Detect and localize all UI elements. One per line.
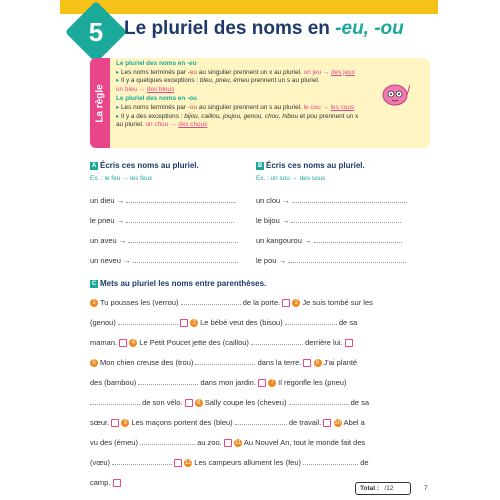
checkbox[interactable] (180, 319, 188, 327)
rule-content (116, 60, 376, 130)
answer-field[interactable] (289, 400, 349, 405)
rule-tab-label-wrap (90, 58, 110, 148)
exercise-a-title: A Écris ces noms au pluriel. (91, 161, 199, 170)
rule-eu-line2: ▸ Il y a quelques exceptions : bleu, pneu, émeu prennent un s au pluriel. (116, 77, 320, 85)
checkbox[interactable] (224, 439, 232, 447)
checkbox[interactable] (185, 399, 193, 407)
checkbox[interactable] (303, 359, 311, 367)
answer-field[interactable] (251, 340, 303, 345)
exercise-c-line: camp. (90, 478, 415, 487)
answer-field[interactable] (128, 238, 238, 243)
title-main: Le pluriel des noms en (124, 18, 336, 39)
answer-field[interactable] (314, 238, 402, 243)
checkbox[interactable] (323, 419, 331, 427)
answer-field[interactable] (90, 400, 140, 405)
exercise-c-line: maman. 4 Le Petit Poucet jette des (caillou) derrière lui. (90, 338, 415, 347)
answer-field[interactable] (235, 420, 287, 425)
total-score-box: Total : /12 (355, 482, 411, 495)
exercise-c-line: de son vélo. 8 Sally coupe les (cheveu) de sa (90, 398, 415, 407)
exercise-a-item: un aveu → (90, 236, 238, 245)
rule-ou-heading: Le pluriel des noms en -ou (116, 95, 197, 103)
rule-ou-line3: au pluriel. un chou → des choux (116, 121, 208, 129)
answer-field[interactable] (126, 218, 234, 223)
exercise-c-title: C Mets au pluriel les noms entre parenthèses. (91, 279, 267, 288)
rule-ou-line1: ▸ Les noms terminés par -ou au singulier prennent un s au pluriel. le cou → les cous (116, 103, 355, 111)
answer-field[interactable] (288, 258, 406, 263)
answer-field[interactable] (195, 360, 255, 365)
checkbox[interactable] (113, 479, 121, 487)
checkbox[interactable] (345, 339, 353, 347)
exercise-b-title: B Écris ces noms au pluriel. (257, 161, 365, 170)
exercise-c-line: sœur. 9 Les maçons portent des (bleu) de travail. 10 Abel a (90, 418, 365, 427)
rule-eu-line1: ▸ Les noms terminés par -eu au singulier prennent un x au pluriel. un jeu → des jeux (116, 68, 355, 76)
exercise-a-example: Ex. : le feu → les feux (90, 175, 153, 182)
exercise-c-line: (genou) 3 Le bébé veut des (bisou) de sa (90, 318, 358, 327)
answer-field[interactable] (285, 320, 337, 325)
answer-field[interactable] (112, 460, 172, 465)
answer-field[interactable] (181, 300, 241, 305)
exercise-b-item: le bijou → (256, 216, 401, 225)
exercise-c-line: vu des (émeu) au zoo. 11 Au Nouvel An, tout le monde fait des (90, 438, 366, 447)
checkbox[interactable] (119, 339, 127, 347)
answer-field[interactable] (140, 440, 195, 445)
exercise-c-line: 1 Tu pousses les (verrou) de la porte. 2 Je suis tombé sur les (90, 298, 415, 307)
title-suffix: -eu, -ou (335, 18, 404, 39)
checkbox[interactable] (174, 459, 182, 467)
exercise-b-example: Ex. : un sou → des sous (256, 175, 326, 182)
exercise-b-item: le pou → (256, 256, 406, 265)
rule-tab-label: La règle (94, 83, 106, 123)
page-title (124, 18, 404, 40)
exercise-b-letter: B (257, 162, 263, 169)
checkbox[interactable] (258, 379, 266, 387)
exercise-c-line: des (bambou) dans mon jardin. 7 Il regonfle les (pneu) (90, 378, 347, 387)
answer-field[interactable] (303, 460, 358, 465)
answer-field[interactable] (133, 258, 238, 263)
exercise-a-letter: A (91, 162, 97, 169)
answer-field[interactable] (126, 198, 236, 203)
exercise-a-item: le pneu → (90, 216, 234, 225)
checkbox[interactable] (111, 419, 119, 427)
answer-field[interactable] (138, 380, 198, 385)
exercise-c-line: (vœu) 12 Les campeurs allument les (feu) de (90, 458, 369, 467)
answer-field[interactable] (291, 218, 401, 223)
page-number: 7 (424, 485, 428, 492)
rule-eu-heading: Le pluriel des noms en -eu (116, 60, 197, 67)
exercise-a-item: un dieu → (90, 196, 236, 205)
exercise-b-item: un clou → (256, 196, 407, 205)
brain-mascot-icon (380, 82, 410, 108)
exercise-b-item: un kangourou → (256, 236, 402, 245)
exercise-c-letter: C (91, 280, 97, 287)
exercise-c-line: 5 Mon chien creuse des (trou) dans la terre. 6 J'ai planté (90, 358, 415, 367)
rule-ou-line2: ▸ Il y a des exceptions : bijou, caillou, joujou, genou, chou, hibou et pou prennent un x (116, 112, 359, 120)
exercise-a-item: un neveu → (90, 256, 238, 265)
answer-field[interactable] (292, 198, 407, 203)
answer-field[interactable] (118, 320, 178, 325)
rule-eu-line3: un bleu → des bleus (116, 85, 175, 93)
checkbox[interactable] (282, 299, 290, 307)
lesson-number: 5 (88, 16, 104, 47)
